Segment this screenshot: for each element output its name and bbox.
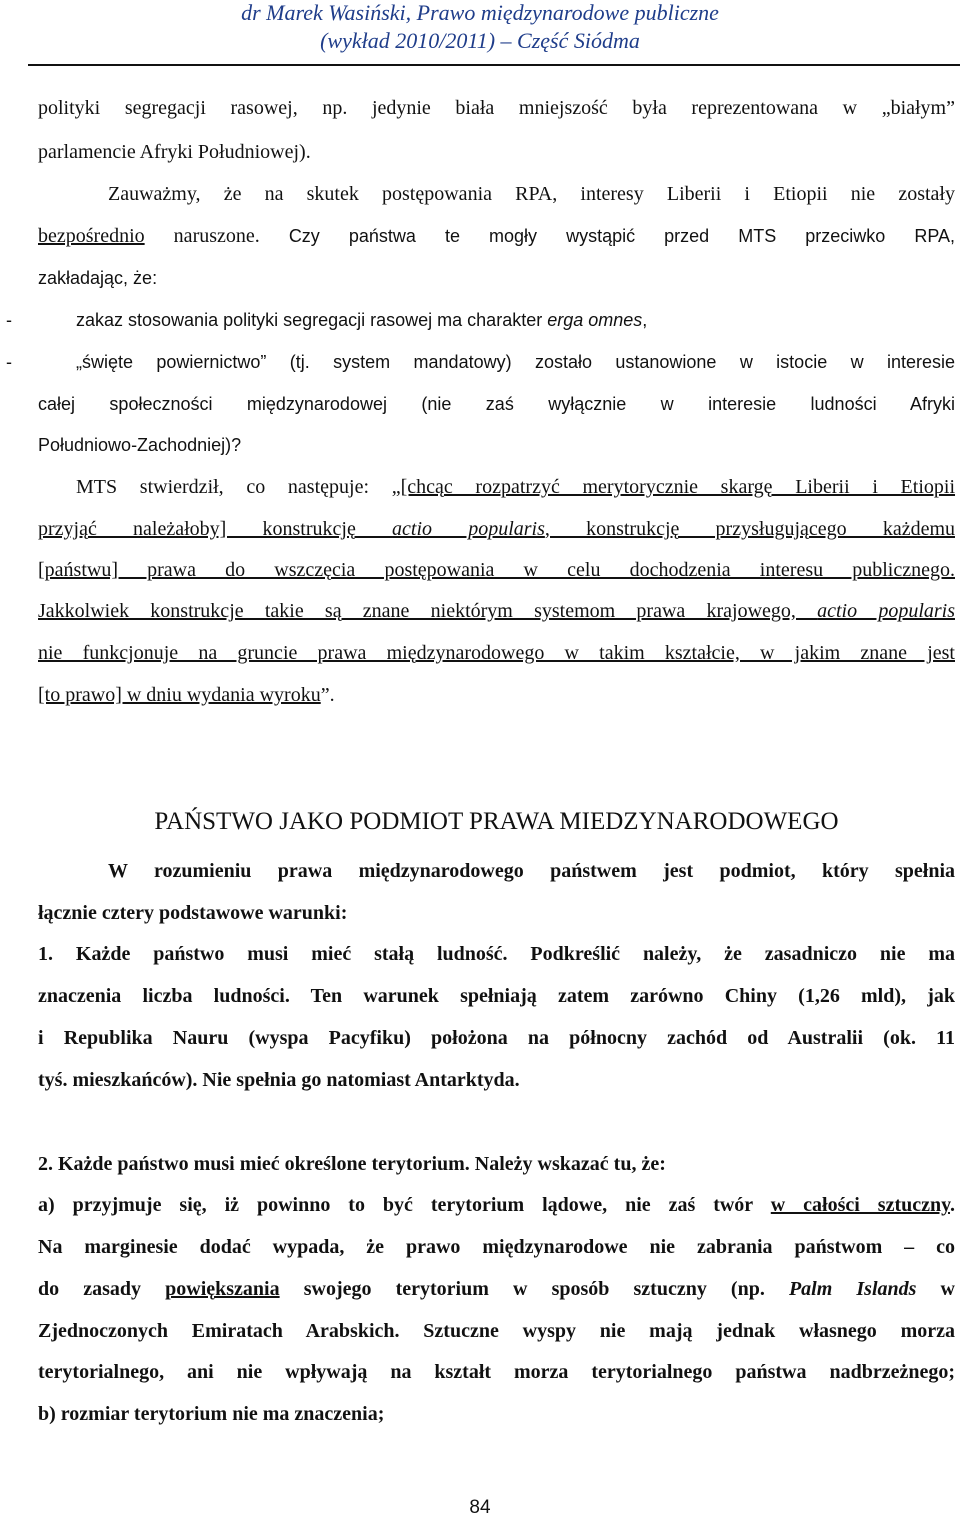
condition-line: Na marginesie dodać wypada, że prawo międzynarodowe nie zabrania państwom – co xyxy=(38,1236,955,1258)
condition-line: b) rozmiar terytorium nie ma znaczenia; xyxy=(38,1403,385,1425)
underlined-text: bezpośrednio xyxy=(38,225,145,247)
condition-line: terytorialnego, ani nie wpływają na kształt morza terytorialnego państwa nadbrzeżnego; xyxy=(38,1361,955,1383)
bullet-item-continued: całej społeczności międzynarodowej (nie zaś wyłącznie w interesie ludności Afryki xyxy=(38,394,955,414)
condition-line: do zasady powiększania swojego terytorium w sposób sztuczny (np. Palm Islands w xyxy=(38,1278,955,1300)
condition-line: znaczenia liczba ludności. Ten warunek spełniają zatem zarówno Chiny (1,26 mld), jak xyxy=(38,985,955,1007)
bullet-dash: - xyxy=(6,352,12,372)
section-heading: PAŃSTWO JAKO PODMIOT PRAWA MIEDZYNARODOWEGO xyxy=(154,808,839,835)
header-author-title: dr Marek Wasiński, Prawo międzynarodowe publiczne xyxy=(241,0,719,25)
paragraph-line: polityki segregacji rasowej, np. jedynie biała mniejszość była reprezentowana w „białym” xyxy=(38,97,955,119)
header-lecture-part: (wykład 2010/2011) – Część Siódma xyxy=(320,28,640,53)
section-paragraph-line: W rozumieniu prawa międzynarodowego państwem jest podmiot, który spełnia xyxy=(108,860,955,882)
condition-line: tyś. mieszkańców). Nie spełnia go natomiast Antarktyda. xyxy=(38,1069,520,1091)
bullet-dash: - xyxy=(6,310,12,330)
quote-line: MTS stwierdził, co następuje: „[chcąc rozpatrzyć merytorycznie skargę Liberii i Etiopii xyxy=(76,476,956,498)
page-number: 84 xyxy=(469,1497,491,1518)
section-paragraph-line: łącznie cztery podstawowe warunki: xyxy=(38,902,348,924)
paragraph-line: bezpośrednio naruszone. Czy państwa te mogły wystąpić przed MTS przeciwko RPA, xyxy=(38,225,955,247)
paragraph-line: parlamencie Afryki Południowej). xyxy=(38,141,311,163)
quote-line: [państwu] prawa do wszczęcia postępowania w celu dochodzenia interesu publicznego. xyxy=(38,559,955,581)
bullet-item-continued: Południowo-Zachodniej)? xyxy=(38,435,242,455)
bullet-item: zakaz stosowania polityki segregacji rasowej ma charakter erga omnes, xyxy=(76,310,648,330)
condition-line: a) przyjmuje się, iż powinno to być terytorium lądowe, nie zaś twór w całości sztuczny. xyxy=(38,1194,956,1216)
bullet-item: „święte powiernictwo” (tj. system mandatowy) zostało ustanowione w istocie w interesie xyxy=(76,352,955,372)
quote-line: przyjąć należałoby] konstrukcję actio popularis, konstrukcję przysługującego każdemu xyxy=(38,518,955,540)
paragraph-line: zakładając, że: xyxy=(38,268,158,288)
condition-line: Zjednoczonych Emiratach Arabskich. Sztuczne wyspy nie mają jednak własnego morza xyxy=(38,1320,955,1342)
condition-line: 2. Każde państwo musi mieć określone terytorium. Należy wskazać tu, że: xyxy=(38,1153,666,1175)
quote-line: [to prawo] w dniu wydania wyroku”. xyxy=(38,684,335,706)
quote-line: nie funkcjonuje na gruncie prawa międzynarodowego w takim kształcie, w jakim znane jest xyxy=(38,642,955,664)
quote-line: Jakkolwiek konstrukcje takie są znane niektórym systemom prawa krajowego, actio popularis xyxy=(38,600,955,622)
page-header xyxy=(0,0,960,66)
header-divider xyxy=(28,64,960,66)
condition-line: i Republika Nauru (wyspa Pacyfiku) położona na północny zachód od Australii (ok. 11 xyxy=(38,1027,955,1049)
condition-line: 1. Każde państwo musi mieć stałą ludność. Podkreślić należy, że zasadniczo nie ma xyxy=(38,943,955,965)
paragraph-line: Zauważmy, że na skutek postępowania RPA, interesy Liberii i Etiopii nie zostały xyxy=(108,183,955,205)
